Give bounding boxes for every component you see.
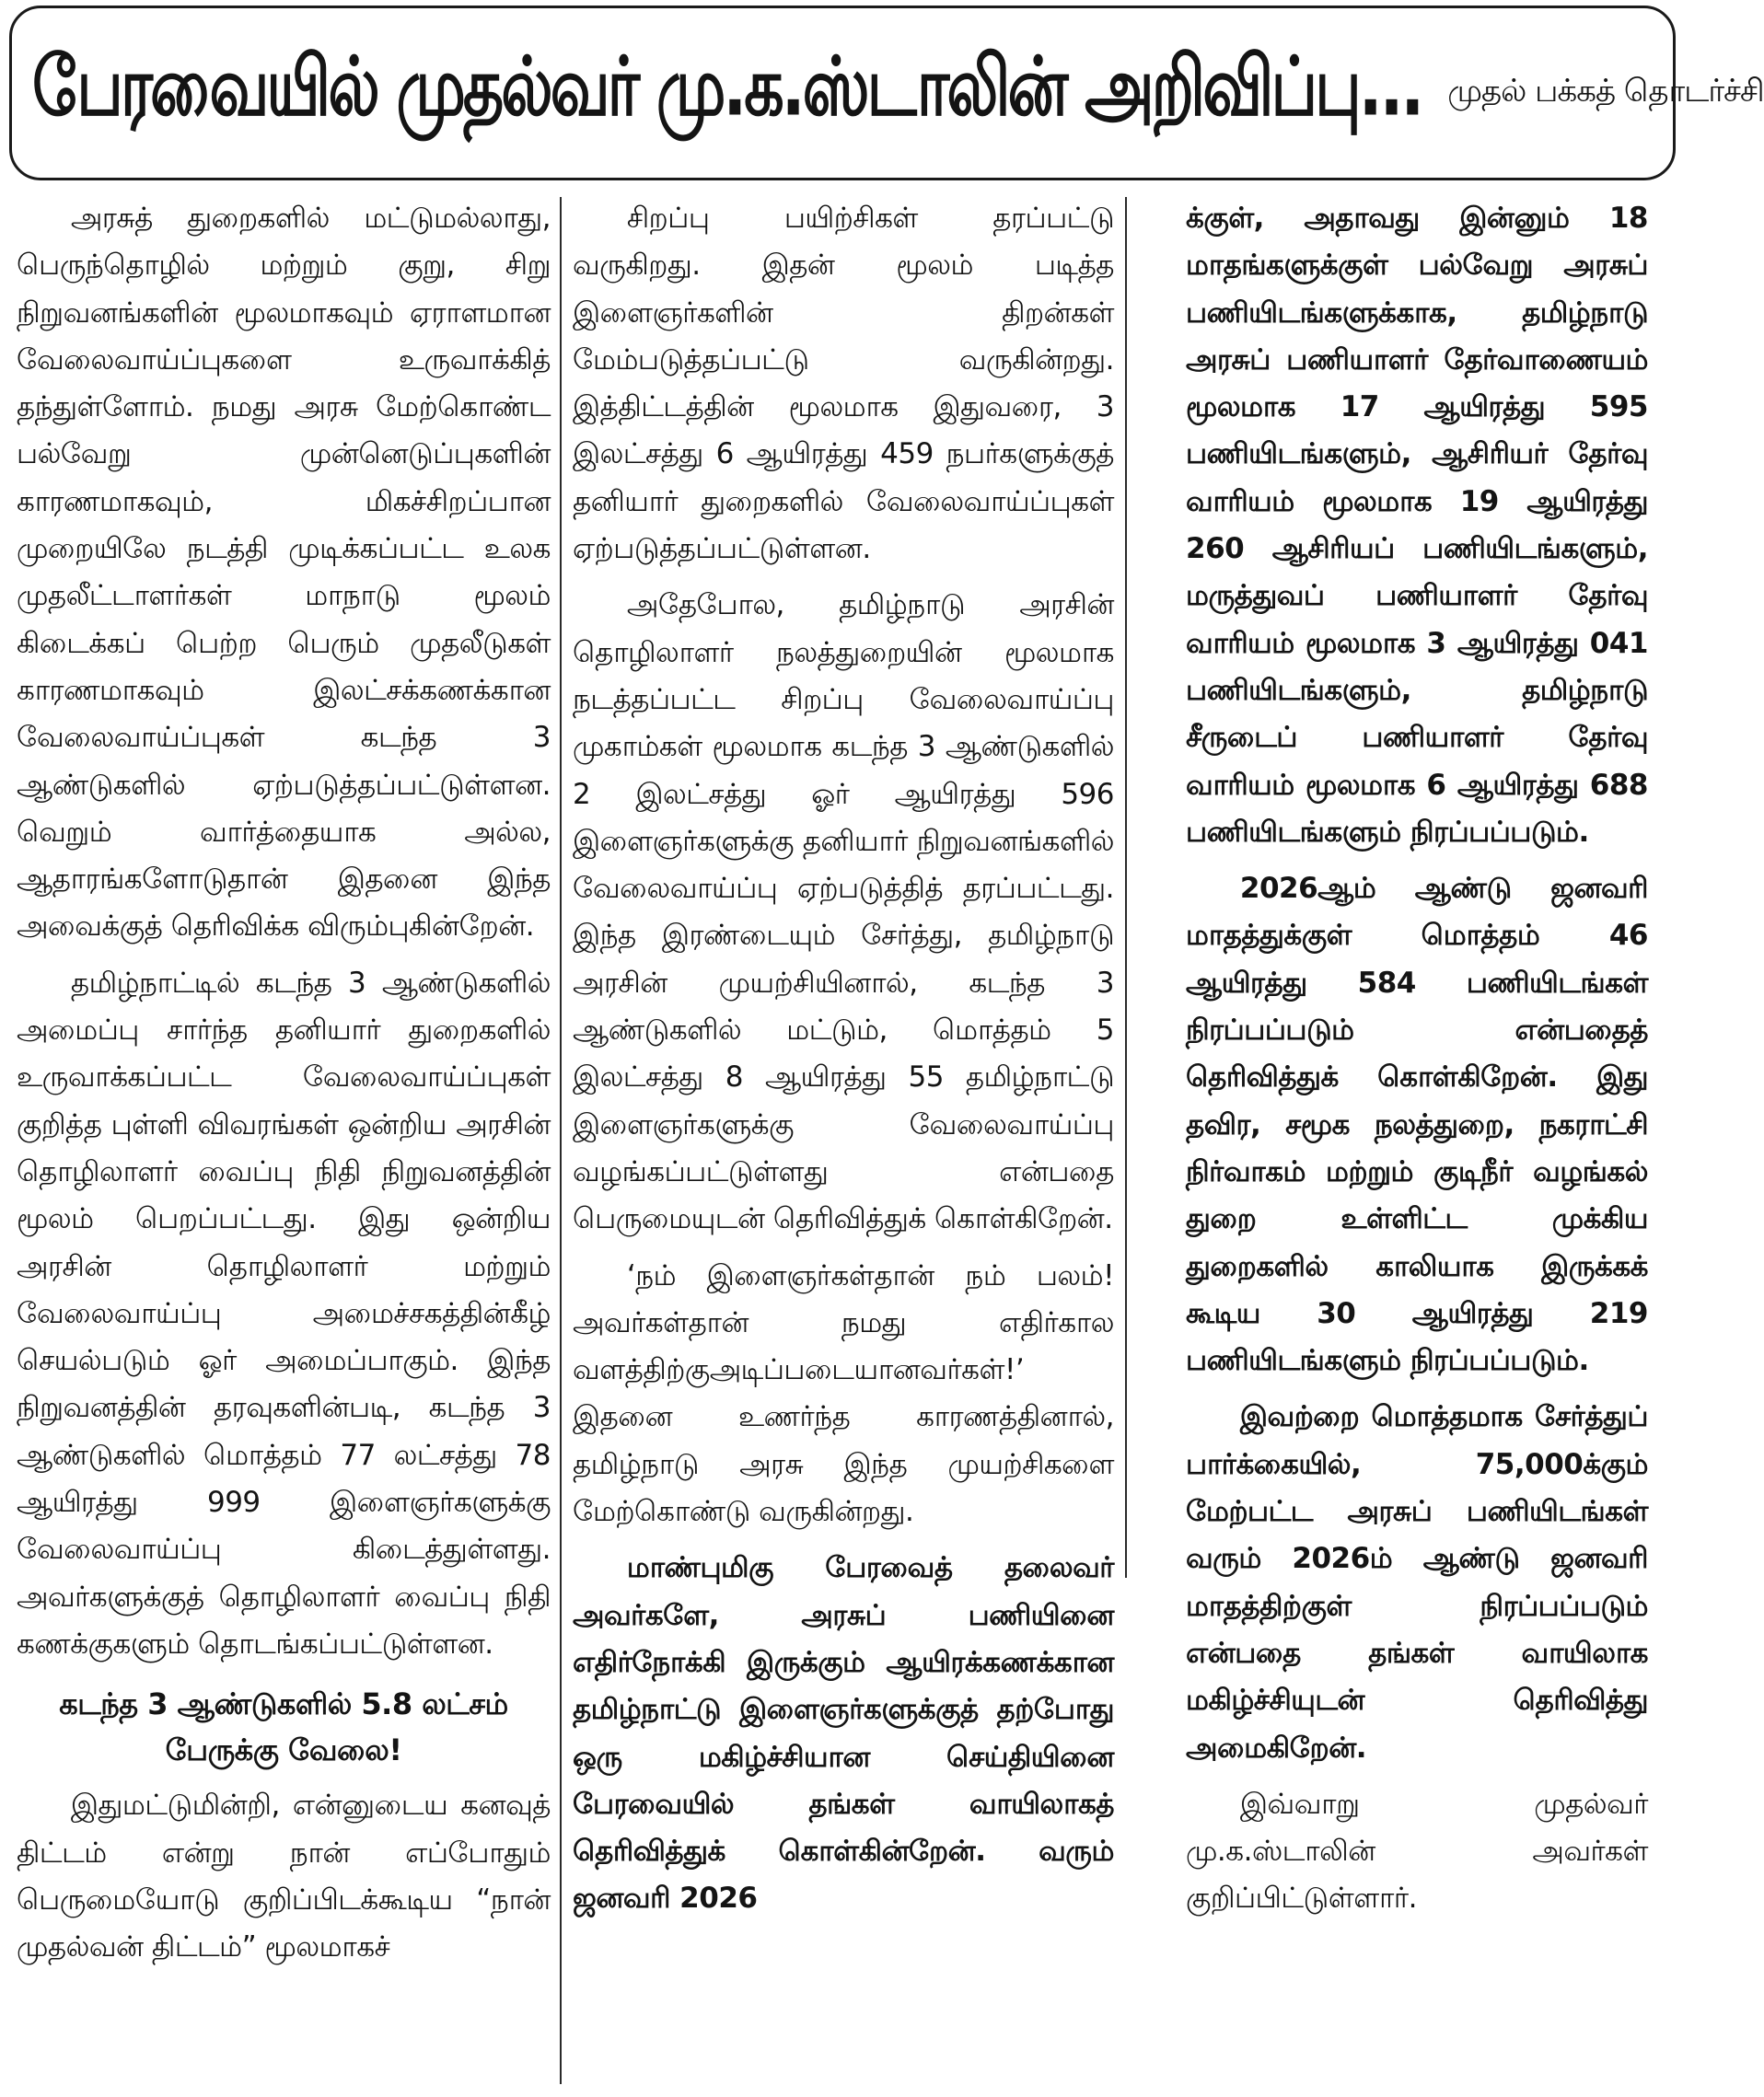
paragraph: இவற்றை மொத்தமாக சேர்த்துப் பார்க்கையில், 75,000க்கும் மேற்பட்ட அரசுப் பணியிடங்கள் வரும் 2026ம் ஆண்டு ஜனவரி மாதத்திற்குள் நிரப்பப்படும் என்பதை தங்கள் வாயிலாக மகிழ்ச்சியுடன் தெரிவித்து அமைகிறேன். [1186, 1400, 1648, 1765]
article-column-1 [17, 195, 551, 2084]
paragraph: க்குள், அதாவது இன்னும் 18 மாதங்களுக்குள் பல்வேறு அரசுப் பணியிடங்களுக்காக, தமிழ்நாடு அரசுப் பணியாளர் தேர்வாணையம் மூலமாக 17 ஆயிரத்து 595 பணியிடங்களும், ஆசிரியர் தேர்வு வாரியம் மூலமாக 19 ஆயிரத்து 260 ஆசிரியப் பணியிடங்களும், மருத்துவப் பணியாளர் தேர்வு வாரியம் மூலமாக 3 ஆயிரத்து 041 பணியிடங்களும், தமிழ்நாடு சீருடைப் பணியாளர் தேர்வு வாரியம் மூலமாக 6 ஆயிரத்து 688 பணியிடங்களும் நிரப்பப்படும். [1186, 202, 1648, 849]
paragraph: இதுமட்டுமின்றி, என்னுடைய கனவுத் திட்டம் என்று நான் எப்போதும் பெருமையோடு குறிப்பிடக்கூடிய “நான் முதல்வன் திட்டம்” மூலமாகச் [17, 1789, 551, 1964]
paragraph: மாண்புமிகு பேரவைத் தலைவர் அவர்களே, அரசுப் பணியினை எதிர்நோக்கி இருக்கும் ஆயிரக்கணக்கான தமிழ்நாட்டு இளைஞர்களுக்குத் தற்போது ஒரு மகிழ்ச்சியான செய்தியினை பேரவையில் தங்கள் வாயிலாகத் தெரிவித்துக் கொள்கின்றேன். வரும் ஜனவரி 2026 [573, 1551, 1114, 1916]
column-divider [1125, 197, 1127, 1578]
column-divider [560, 197, 562, 2084]
headline-box [9, 6, 1764, 180]
paragraph: அரசுத் துறைகளில் மட்டுமல்லாது, பெருந்தொழில் மற்றும் குறு, சிறு நிறுவனங்களின் மூலமாகவும் ஏராளமான வேலைவாய்ப்புகளை உருவாக்கித் தந்துள்ளோம். நமது அரசு மேற்கொண்ட பல்வேறு முன்னெடுப்புகளின் காரணமாகவும், மிகச்சிறப்பான முறையிலே நடத்தி முடிக்கப்பட்ட உலக முதலீட்டாளர்கள் மாநாடு மூலம் கிடைக்கப் பெற்ற பெரும் முதலீடுகள் காரணமாகவும் இலட்சக்கணக்கான வேலைவாய்ப்புகள் கடந்த 3 ஆண்டுகளில் ஏற்படுத்தப்பட்டுள்ளன. வெறும் வார்த்தையாக அல்ல, ஆதாரங்களோடுதான் இதனை இந்த அவைக்குத் தெரிவிக்க விரும்புகின்றேன். [17, 202, 551, 944]
headline: பேரவையில் முதல்வர் மு.க.ஸ்டாலின் அறிவிப்பு... [32, 40, 1422, 135]
paragraph: ‘நம் இளைஞர்கள்தான் நம் பலம்! அவர்கள்தான் நமது எதிர்கால வளத்திற்குஅடிப்படையானவர்கள்!’ இதனை உணர்ந்த காரணத்தினால், தமிழ்நாடு அரசு இந்த முயற்சிகளை மேற்கொண்டு வருகின்றது. [573, 1258, 1114, 1529]
paragraph: 2026ஆம் ஆண்டு ஜனவரி மாதத்துக்குள் மொத்தம் 46 ஆயிரத்து 584 பணியிடங்கள் நிரப்பப்படும் என்பதைத் தெரிவித்துக் கொள்கிறேன். இது தவிர, சமூக நலத்துறை, நகராட்சி நிர்வாகம் மற்றும் குடிநீர் வழங்கல் துறை உள்ளிட்ட முக்கிய துறைகளில் காலியாக இருக்கக் கூடிய 30 ஆயிரத்து 219 பணியிடங்களும் நிரப்பப்படும். [1186, 872, 1648, 1378]
article-column-2 [573, 195, 1114, 2084]
paragraph: சிறப்பு பயிற்சிகள் தரப்பட்டு வருகிறது. இதன் மூலம் படித்த இளைஞர்களின் திறன்கள் மேம்படுத்தப்பட்டு வருகின்றது. இத்திட்டத்தின் மூலமாக இதுவரை, 3 இலட்சத்து 6 ஆயிரத்து 459 நபர்களுக்குத் தனியார் துறைகளில் வேலைவாய்ப்புகள் ஏற்படுத்தப்பட்டுள்ளன. [573, 202, 1114, 566]
paragraph: அதேபோல, தமிழ்நாடு அரசின் தொழிலாளர் நலத்துறையின் மூலமாக நடத்தப்பட்ட சிறப்பு வேலைவாய்ப்பு முகாம்கள் மூலமாக கடந்த 3 ஆண்டுகளில் 2 இலட்சத்து ஓர் ஆயிரத்து 596 இளைஞர்களுக்கு தனியார் நிறுவனங்களில் வேலைவாய்ப்பு ஏற்படுத்தித் தரப்பட்டது. இந்த இரண்டையும் சேர்த்து, தமிழ்நாடு அரசின் முயற்சியினால், கடந்த 3 ஆண்டுகளில் மட்டும், மொத்தம் 5 இலட்சத்து 8 ஆயிரத்து 55 தமிழ்நாட்டு இளைஞர்களுக்கு வேலைவாய்ப்பு வழங்கப்பட்டுள்ளது என்பதை பெருமையுடன் தெரிவித்துக் கொள்கிறேன். [573, 588, 1114, 1236]
paragraph: தமிழ்நாட்டில் கடந்த 3 ஆண்டுகளில் அமைப்பு சார்ந்த தனியார் துறைகளில் உருவாக்கப்பட்ட வேலைவாய்ப்புகள் குறித்த புள்ளி விவரங்கள் ஒன்றிய அரசின் தொழிலாளர் வைப்பு நிதி நிறுவனத்தின் மூலம் பெறப்பட்டது. இது ஒன்றிய அரசின் தொழிலாளர் மற்றும் வேலைவாய்ப்பு அமைச்சகத்தின்கீழ் செயல்படும் ஓர் அமைப்பாகும். இந்த நிறுவனத்தின் தரவுகளின்படி, கடந்த 3 ஆண்டுகளில் மொத்தம் 77 லட்சத்து 78 ஆயிரத்து 999 இளைஞர்களுக்கு வேலைவாய்ப்பு கிடைத்துள்ளது. அவர்களுக்குத் தொழிலாளர் வைப்பு நிதி கணக்குகளும் தொடங்கப்பட்டுள்ளன. [17, 966, 551, 1661]
subheading: கடந்த 3 ஆண்டுகளில் 5.8 லட்சம் பேருக்கு வேலை! [59, 1686, 508, 1768]
continued-from-front-page: முதல் பக்கத் தொடர்ச்சி [1447, 73, 1764, 110]
article-column-3 [1186, 195, 1648, 2084]
paragraph: இவ்வாறு முதல்வர் மு.க.ஸ்டாலின் அவர்கள் குறிப்பிட்டுள்ளார். [1186, 1787, 1648, 1916]
